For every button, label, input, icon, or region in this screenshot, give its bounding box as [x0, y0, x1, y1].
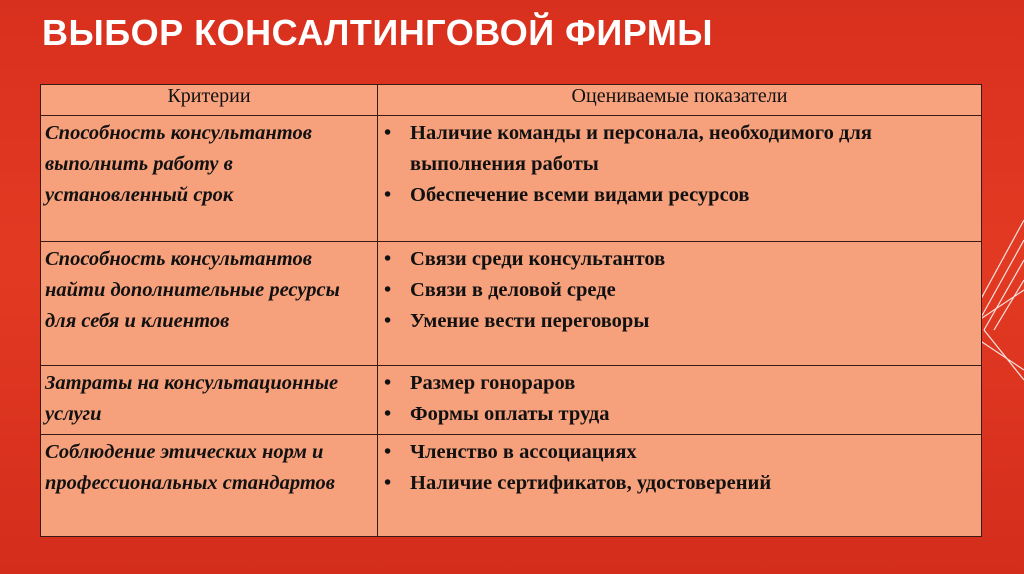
- list-item: • Обеспечение всеми видами ресурсов: [392, 180, 979, 211]
- indicators-cell: [378, 366, 982, 435]
- indicators-cell: [378, 435, 982, 537]
- table-row: [41, 366, 982, 435]
- indicator-list: [380, 368, 979, 430]
- list-item: • Наличие сертификатов, удостоверений: [392, 468, 979, 499]
- page-title: ВЫБОР КОНСАЛТИНГОВОЙ ФИРМЫ: [42, 12, 714, 53]
- column-header-indicators: Оцениваемые показатели: [378, 85, 982, 116]
- table-row: [41, 242, 982, 366]
- table-header-row: [41, 85, 982, 116]
- indicators-cell: [378, 242, 982, 366]
- column-header-criteria: Критерии: [41, 85, 378, 116]
- indicator-list: [380, 244, 979, 337]
- criterion-cell: Способность консультантов выполнить работу в установленный срок: [41, 116, 378, 242]
- criteria-table: [40, 84, 982, 537]
- list-item: • Членство в ассоциациях: [392, 437, 979, 468]
- list-item: • Связи в деловой среде: [392, 275, 979, 306]
- list-item: • Формы оплаты труда: [392, 399, 979, 430]
- list-item: • Размер гонораров: [392, 368, 979, 399]
- table-row: [41, 435, 982, 537]
- list-item: • Умение вести переговоры: [392, 306, 979, 337]
- criterion-cell: Способность консультантов найти дополнительные ресурсы для себя и клиентов: [41, 242, 378, 366]
- list-item: • Связи среди консультантов: [392, 244, 979, 275]
- criterion-cell: Соблюдение этических норм и профессиональных стандартов: [41, 435, 378, 537]
- indicators-cell: [378, 116, 982, 242]
- table-row: [41, 116, 982, 242]
- indicator-list: [380, 118, 979, 211]
- list-item: • Наличие команды и персонала, необходимого для выполнения работы: [392, 118, 979, 180]
- indicator-list: [380, 437, 979, 499]
- criterion-cell: Затраты на консультационные услуги: [41, 366, 378, 435]
